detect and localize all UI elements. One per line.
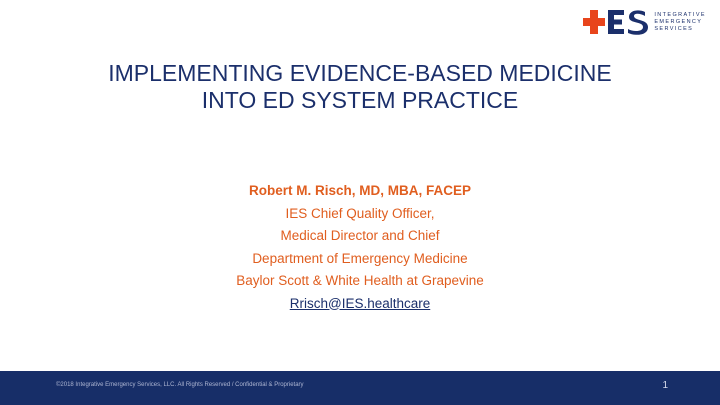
copyright-text: ©2018 Integrative Emergency Services, LLC. All Rights Reserved / Confidential & Proprietary [56,382,304,388]
footer-bar [0,371,720,405]
slide-title-line: IMPLEMENTING EVIDENCE-BASED MEDICINE [108,60,612,86]
presenter-block [0,180,720,315]
logo-wordmark [654,12,706,33]
page-number: 1 [662,380,668,391]
presenter-role: Baylor Scott & White Health at Grapevine [236,273,484,288]
logo-line: INTEGRATIVE [654,11,706,18]
presenter-role: Medical Director and Chief [280,228,440,243]
slide-title-line: INTO ED SYSTEM PRACTICE [201,87,519,113]
presenter-role: IES Chief Quality Officer, [285,205,435,221]
company-logo [583,8,706,36]
logo-line: SERVICES [654,25,694,32]
logo-line: EMERGENCY [654,18,703,25]
presenter-name: Robert M. Risch, MD, MBA, FACEP [248,183,471,198]
ies-logo-mark-icon [583,8,649,36]
presenter-role: Department of Emergency Medicine [252,250,468,266]
presenter-email-link[interactable]: Rrisch@IES.healthcare [289,295,431,311]
slide-title [0,60,720,114]
